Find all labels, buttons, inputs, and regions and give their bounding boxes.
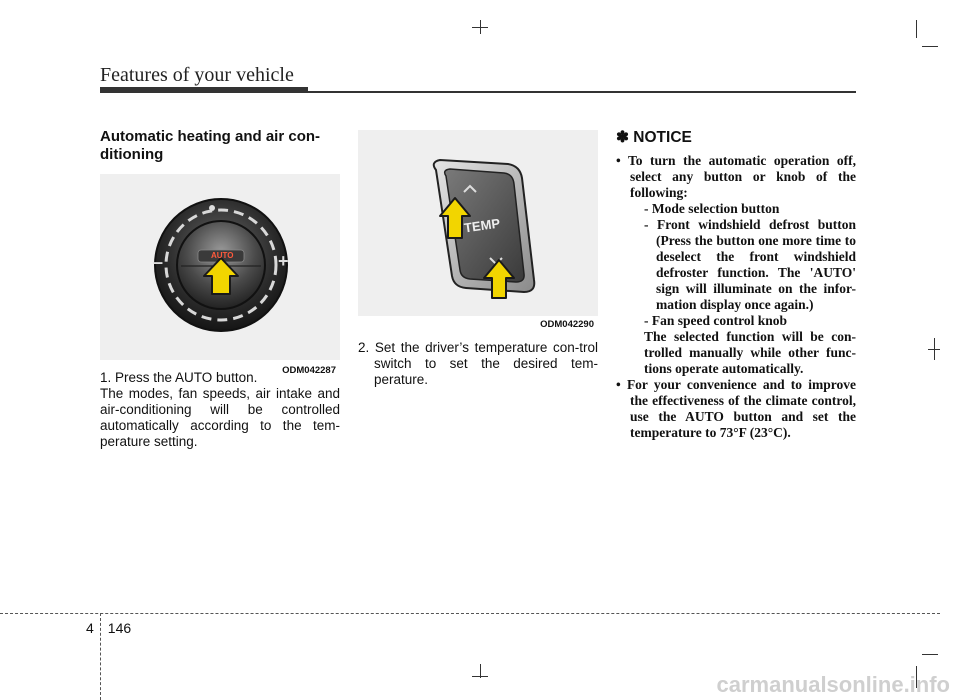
footer-dashed-rule (0, 613, 940, 614)
notice-sub-fan: - Fan speed control knob (644, 313, 788, 328)
auto-description: The modes, fan speeds, air intake and air-conditioning will be controlled automatically according to the tem-perature setting. (100, 386, 340, 449)
header-rule-thick (100, 87, 308, 93)
notice-sub-defrost: - Front windshield defrost button (Press the button one more time to deselect the front windshield defroster function. The 'AUTO' sign will illuminate on the infor-mation display once again.) (644, 217, 856, 312)
page-number-value: 146 (107, 620, 132, 636)
knob-auto-label: AUTO (211, 251, 234, 260)
knob-plus-sign: + (278, 251, 289, 271)
auto-knob-illustration (100, 174, 340, 360)
notice-bullet-1-intro: • To turn the automatic operation off, select any button or knob of the following: (616, 153, 856, 200)
figure-code: ODM042287 (282, 365, 336, 376)
notice-list (616, 153, 856, 441)
header-rule-thin (308, 91, 856, 93)
chapter-number: 4 (86, 620, 94, 636)
figure-code: ODM042290 (540, 319, 594, 330)
temp-switch-label: TEMP (463, 215, 501, 236)
crop-mark-top-center-h (472, 27, 488, 28)
step-2-text: 2. Set the driver’s temperature con-trol switch to set the desired tem-perature. (358, 340, 598, 387)
notice-bullet-1 (616, 153, 856, 377)
fan-icon (209, 205, 215, 211)
figure-auto-knob (100, 174, 340, 376)
notice-sub-mode: - Mode selection button (644, 201, 780, 216)
column-notice (616, 128, 856, 441)
notice-bullet-1-tail: The selected function will be con-trolled manually while other func-tions operate automatically. (644, 329, 856, 376)
crop-mark-top-right-v (916, 20, 917, 38)
notice-bullet-2: • For your convenience and to improve the effectiveness of the climate control, use the AUTO button and set the temperature to 73°F (23°C). (616, 377, 856, 440)
step-1-text: 1. Press the AUTO button. (100, 370, 258, 385)
crop-mark-top-right-h (922, 46, 938, 47)
notice-title: ✽ NOTICE (616, 129, 692, 146)
crop-mark-right-center-h (928, 349, 940, 350)
page-number (86, 620, 145, 636)
page-header-title: Features of your vehicle (100, 64, 294, 86)
column-temp-switch (358, 130, 598, 388)
figure-temp-switch (358, 130, 598, 330)
watermark: carmanualsonline.info (716, 672, 950, 697)
crop-mark-bottom-center-h (472, 676, 488, 677)
section-heading: Automatic heating and air con-ditioning (100, 128, 321, 163)
column-auto-climate (100, 128, 340, 450)
crop-mark-bottom-right-h (922, 654, 938, 655)
knob-minus-sign: – (153, 252, 164, 272)
